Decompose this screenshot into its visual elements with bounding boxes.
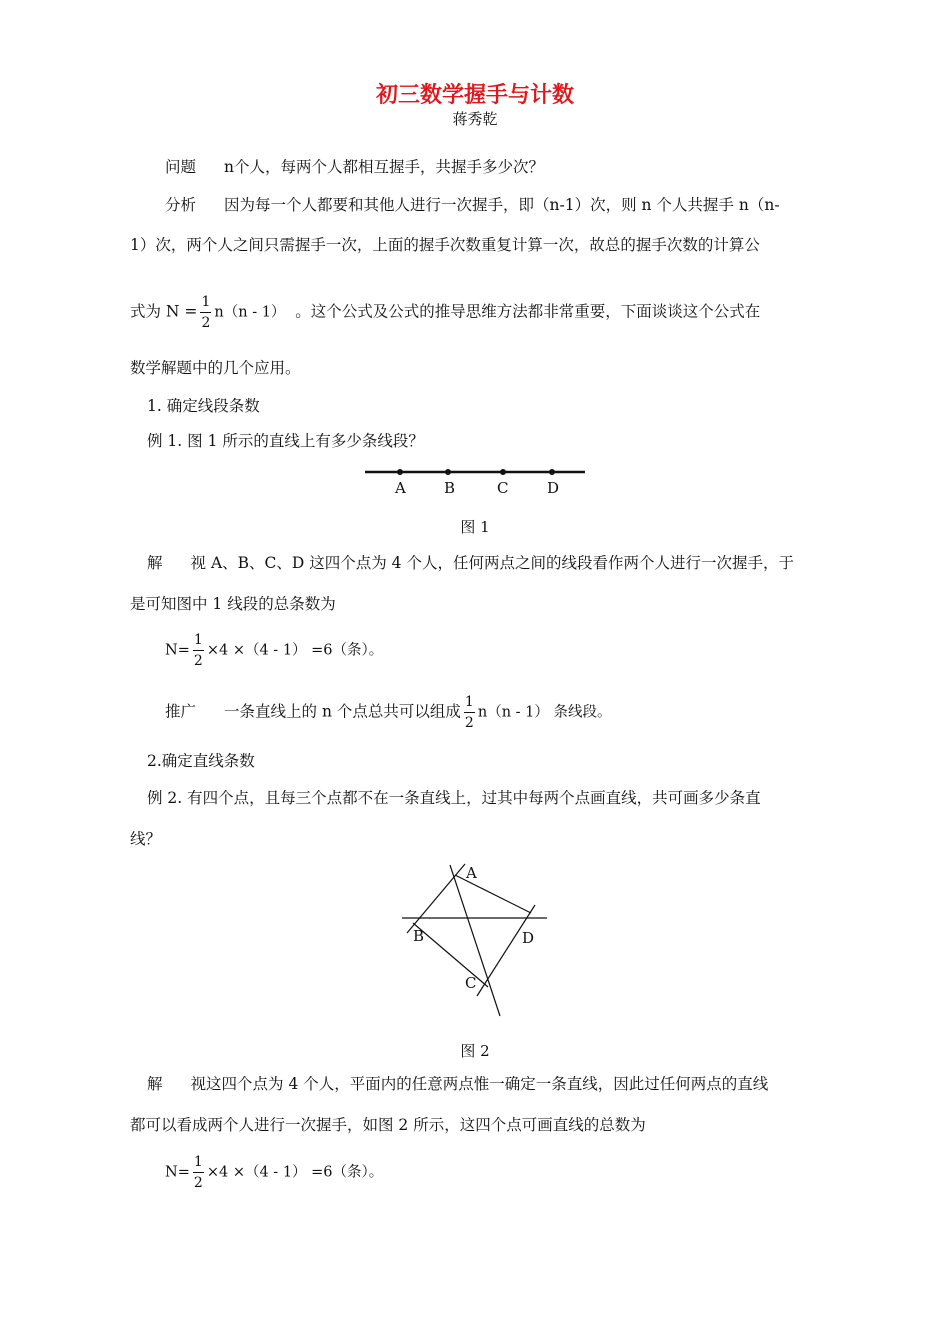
solution-1-text-1: 视 A、B、C、D 这四个点为 4 个人，任何两点之间的线段看作两个人进行一次握手，于 (190, 554, 794, 572)
fraction-denominator: 2 (464, 715, 474, 731)
line-bc (413, 923, 488, 987)
formula-rest: ×4 ×（4 - 1） =6（条）。 (206, 642, 384, 659)
example-2-line-2: 线？ (130, 830, 162, 848)
fraction-denominator: 2 (193, 1175, 203, 1191)
point-b-label: B (444, 479, 456, 497)
point-c-label: C (465, 974, 477, 992)
solution-2-formula (165, 1154, 383, 1191)
analysis-line-4: 数学解题中的几个应用。 (130, 359, 301, 377)
figure-2-caption: 图 2 (460, 1042, 490, 1060)
point-c-dot (500, 469, 506, 475)
solution-2-line-2: 都可以看成两个人进行一次握手，如图 2 所示，这四个点可画直线的总数为 (130, 1116, 646, 1134)
solution-1-formula (165, 632, 383, 669)
point-d-label: D (547, 479, 560, 497)
figure-1-caption: 图 1 (460, 518, 490, 536)
point-a-label: A (395, 479, 406, 497)
point-d-label: D (522, 929, 535, 947)
fraction-denominator: 2 (201, 315, 211, 331)
problem-paragraph (165, 157, 544, 177)
solution-1-line-1 (147, 553, 794, 573)
fraction-one-half (193, 632, 204, 669)
point-a-label: A (466, 864, 477, 882)
formula-rest: ×4 ×（4 - 1） =6（条）。 (206, 1164, 384, 1181)
formula-prefix: 式为 N = (130, 302, 198, 321)
fraction-one-half (193, 1154, 204, 1191)
problem-text: n个人，每两个人都相互握手，共握手多少次？ (224, 158, 544, 176)
point-c-label: C (497, 479, 509, 497)
analysis-line-2: 1）次，两个人之间只需握手一次，上面的握手次数重复计算一次，故总的握手次数的计算公 (130, 236, 760, 254)
fraction-numerator: 1 (193, 632, 203, 648)
point-b-label: B (413, 927, 425, 945)
figure-2-lines-diagram (395, 860, 555, 1020)
generalize-prefix: 一条直线上的 n 个点总共可以组成 (224, 702, 461, 721)
analysis-text-1: 因为每一个人都要和其他人进行一次握手，即（n-1）次，则 n 个人共握手 n（n- (224, 196, 780, 214)
generalize-label: 推广 (165, 702, 197, 721)
document-title: 初三数学握手与计数 (375, 82, 574, 108)
solution-1-label: 解 (147, 554, 163, 572)
point-d-dot (549, 469, 555, 475)
section-2-heading: 2.确定直线条数 (147, 752, 255, 770)
figure-1-line-segment (360, 460, 590, 500)
fraction-one-half (200, 294, 211, 331)
line-cd (477, 905, 535, 996)
formula-n-prefix: N= (165, 642, 190, 659)
solution-2-line-1 (147, 1074, 768, 1094)
fraction-numerator: 1 (193, 1154, 203, 1170)
example-1-text: 例 1. 图 1 所示的直线上有多少条线段？ (147, 432, 424, 450)
problem-label: 问题 (165, 158, 197, 176)
analysis-label: 分析 (165, 196, 197, 214)
point-b-dot (445, 469, 451, 475)
line-ab (407, 864, 465, 933)
fraction-one-half (464, 694, 475, 731)
fraction-denominator: 2 (193, 653, 203, 669)
fraction-numerator: 1 (201, 294, 211, 310)
analysis-line-1 (165, 195, 780, 215)
section-1-heading: 1. 确定线段条数 (147, 397, 260, 415)
solution-1-line-2: 是可知图中 1 线段的总条数为 (130, 595, 336, 613)
analysis-text-3: 。这个公式及公式的推导思维方法都非常重要，下面谈谈这个公式在 (295, 302, 761, 321)
fraction-numerator: 1 (464, 694, 474, 710)
formula-suffix: n（n - 1） (214, 304, 286, 321)
generalization-line (165, 694, 612, 731)
author-name: 蒋秀乾 (452, 110, 498, 128)
solution-2-text-1: 视这四个点为 4 个人，平面内的任意两点惟一确定一条直线，因此过任何两点的直线 (190, 1075, 769, 1093)
example-2-line-1: 例 2. 有四个点，且每三个点都不在一条直线上，过其中每两个点画直线，共可画多少条直 (147, 789, 761, 807)
analysis-formula-line (130, 294, 760, 331)
formula-n-prefix: N= (165, 1164, 190, 1181)
line-ac (450, 865, 500, 1016)
generalize-suffix: n（n - 1） 条线段。 (477, 704, 612, 721)
point-a-dot (397, 469, 403, 475)
solution-2-label: 解 (147, 1075, 163, 1093)
